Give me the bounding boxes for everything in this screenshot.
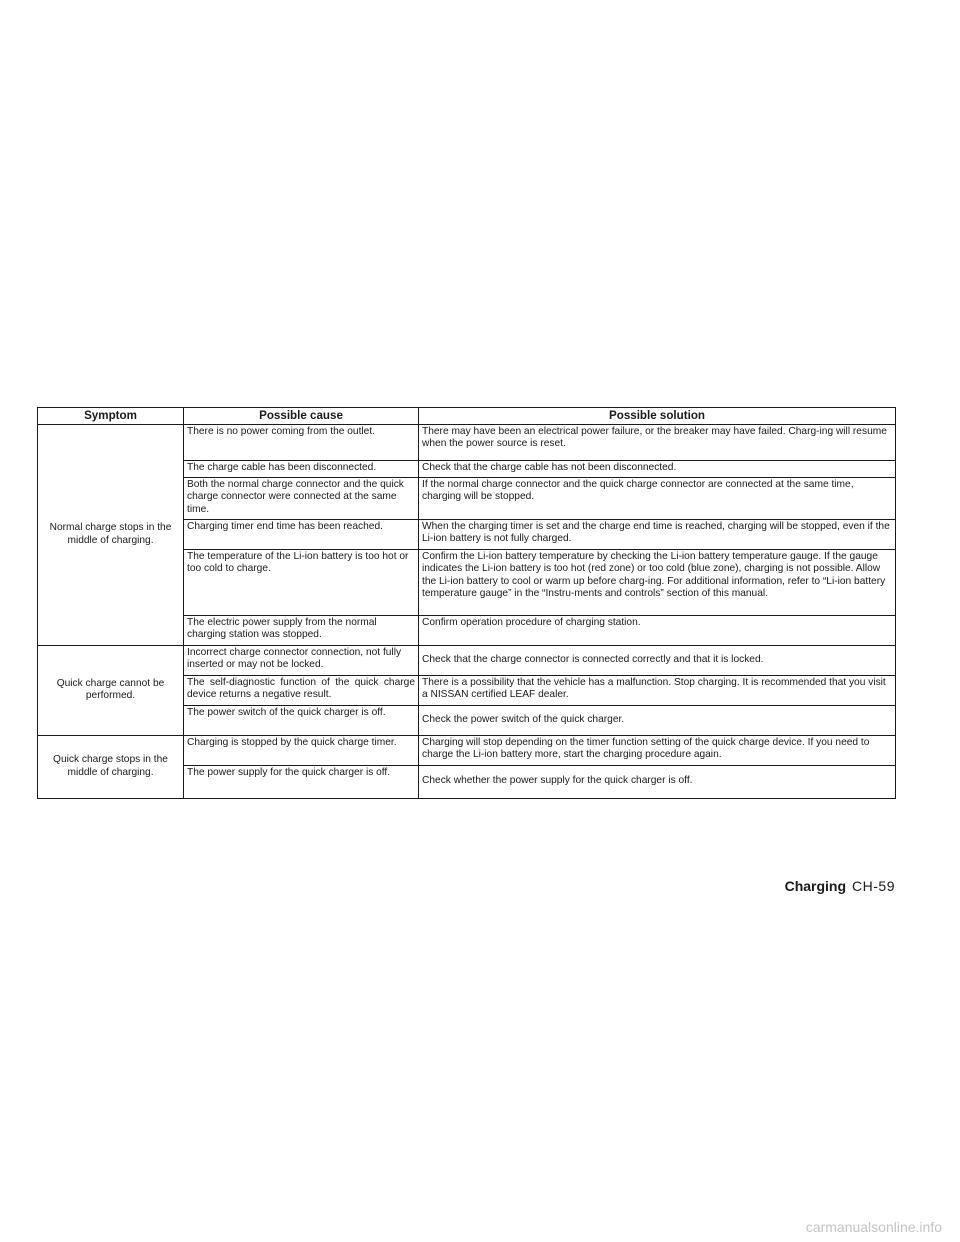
cause-cell: Both the normal charge connector and the quick charge connector were connected at the same time. bbox=[184, 478, 419, 520]
cause-cell: The self-diagnostic function of the quick charge device returns a negative result. bbox=[184, 676, 419, 706]
header-possible-cause: Possible cause bbox=[184, 408, 419, 425]
solution-cell: Check that the charge cable has not been disconnected. bbox=[419, 461, 896, 478]
solution-cell: There is a possibility that the vehicle has a malfunction. Stop charging. It is recommended that you visit a NISSAN certified LEAF dealer. bbox=[419, 676, 896, 706]
footer-page-number: CH-59 bbox=[852, 878, 895, 894]
table-row bbox=[38, 425, 896, 461]
symptom-cell: Quick charge cannot be performed. bbox=[38, 646, 184, 736]
table-header-row bbox=[38, 408, 896, 425]
solution-cell: Check the power switch of the quick charger. bbox=[419, 706, 896, 736]
cause-cell: There is no power coming from the outlet. bbox=[184, 425, 419, 461]
troubleshooting-table bbox=[37, 407, 896, 799]
watermark[interactable]: carmanualsonline.info bbox=[805, 1219, 942, 1235]
footer-section-title: Charging bbox=[784, 878, 847, 894]
table-row bbox=[38, 646, 896, 676]
solution-cell: If the normal charge connector and the quick charge connector are connected at the same time, charging will be stopped. bbox=[419, 478, 896, 520]
cause-cell: Charging is stopped by the quick charge timer. bbox=[184, 736, 419, 766]
cause-cell: Incorrect charge connector connection, not fully inserted or may not be locked. bbox=[184, 646, 419, 676]
cause-cell: The temperature of the Li-ion battery is too hot or too cold to charge. bbox=[184, 550, 419, 616]
solution-cell: There may have been an electrical power failure, or the breaker may have failed. Charg-ing will resume when the power source is reset. bbox=[419, 425, 896, 461]
solution-cell: Check that the charge connector is connected correctly and that it is locked. bbox=[419, 646, 896, 676]
symptom-cell: Quick charge stops in the middle of charging. bbox=[38, 736, 184, 799]
cause-cell: Charging timer end time has been reached. bbox=[184, 520, 419, 550]
header-possible-solution: Possible solution bbox=[419, 408, 896, 425]
header-symptom: Symptom bbox=[38, 408, 184, 425]
solution-cell: Confirm the Li-ion battery temperature by checking the Li-ion battery temperature gauge. If the gauge indicates the Li-ion battery is too hot (red zone) or too cold (blue zone), charging is not possible. Allow the Li-ion battery to cool or warm up before charg-ing. For additional information, refer to “Li-ion battery temperature gauge” in the “Instru-ments and controls” section of this manual. bbox=[419, 550, 896, 616]
cause-cell: The power switch of the quick charger is off. bbox=[184, 706, 419, 736]
symptom-cell: Normal charge stops in the middle of charging. bbox=[38, 425, 184, 646]
solution-cell: Charging will stop depending on the timer function setting of the quick charge device. If you need to charge the Li-ion battery more, start the charging procedure again. bbox=[419, 736, 896, 766]
cause-cell: The power supply for the quick charger is off. bbox=[184, 766, 419, 799]
cause-cell: The electric power supply from the normal charging station was stopped. bbox=[184, 616, 419, 646]
solution-cell: Check whether the power supply for the quick charger is off. bbox=[419, 766, 896, 799]
cause-cell: The charge cable has been disconnected. bbox=[184, 461, 419, 478]
page-footer bbox=[785, 877, 895, 895]
table-row bbox=[38, 736, 896, 766]
solution-cell: Confirm operation procedure of charging station. bbox=[419, 616, 896, 646]
solution-cell: When the charging timer is set and the charge end time is reached, charging will be stopped, even if the Li-ion battery is not fully charged. bbox=[419, 520, 896, 550]
